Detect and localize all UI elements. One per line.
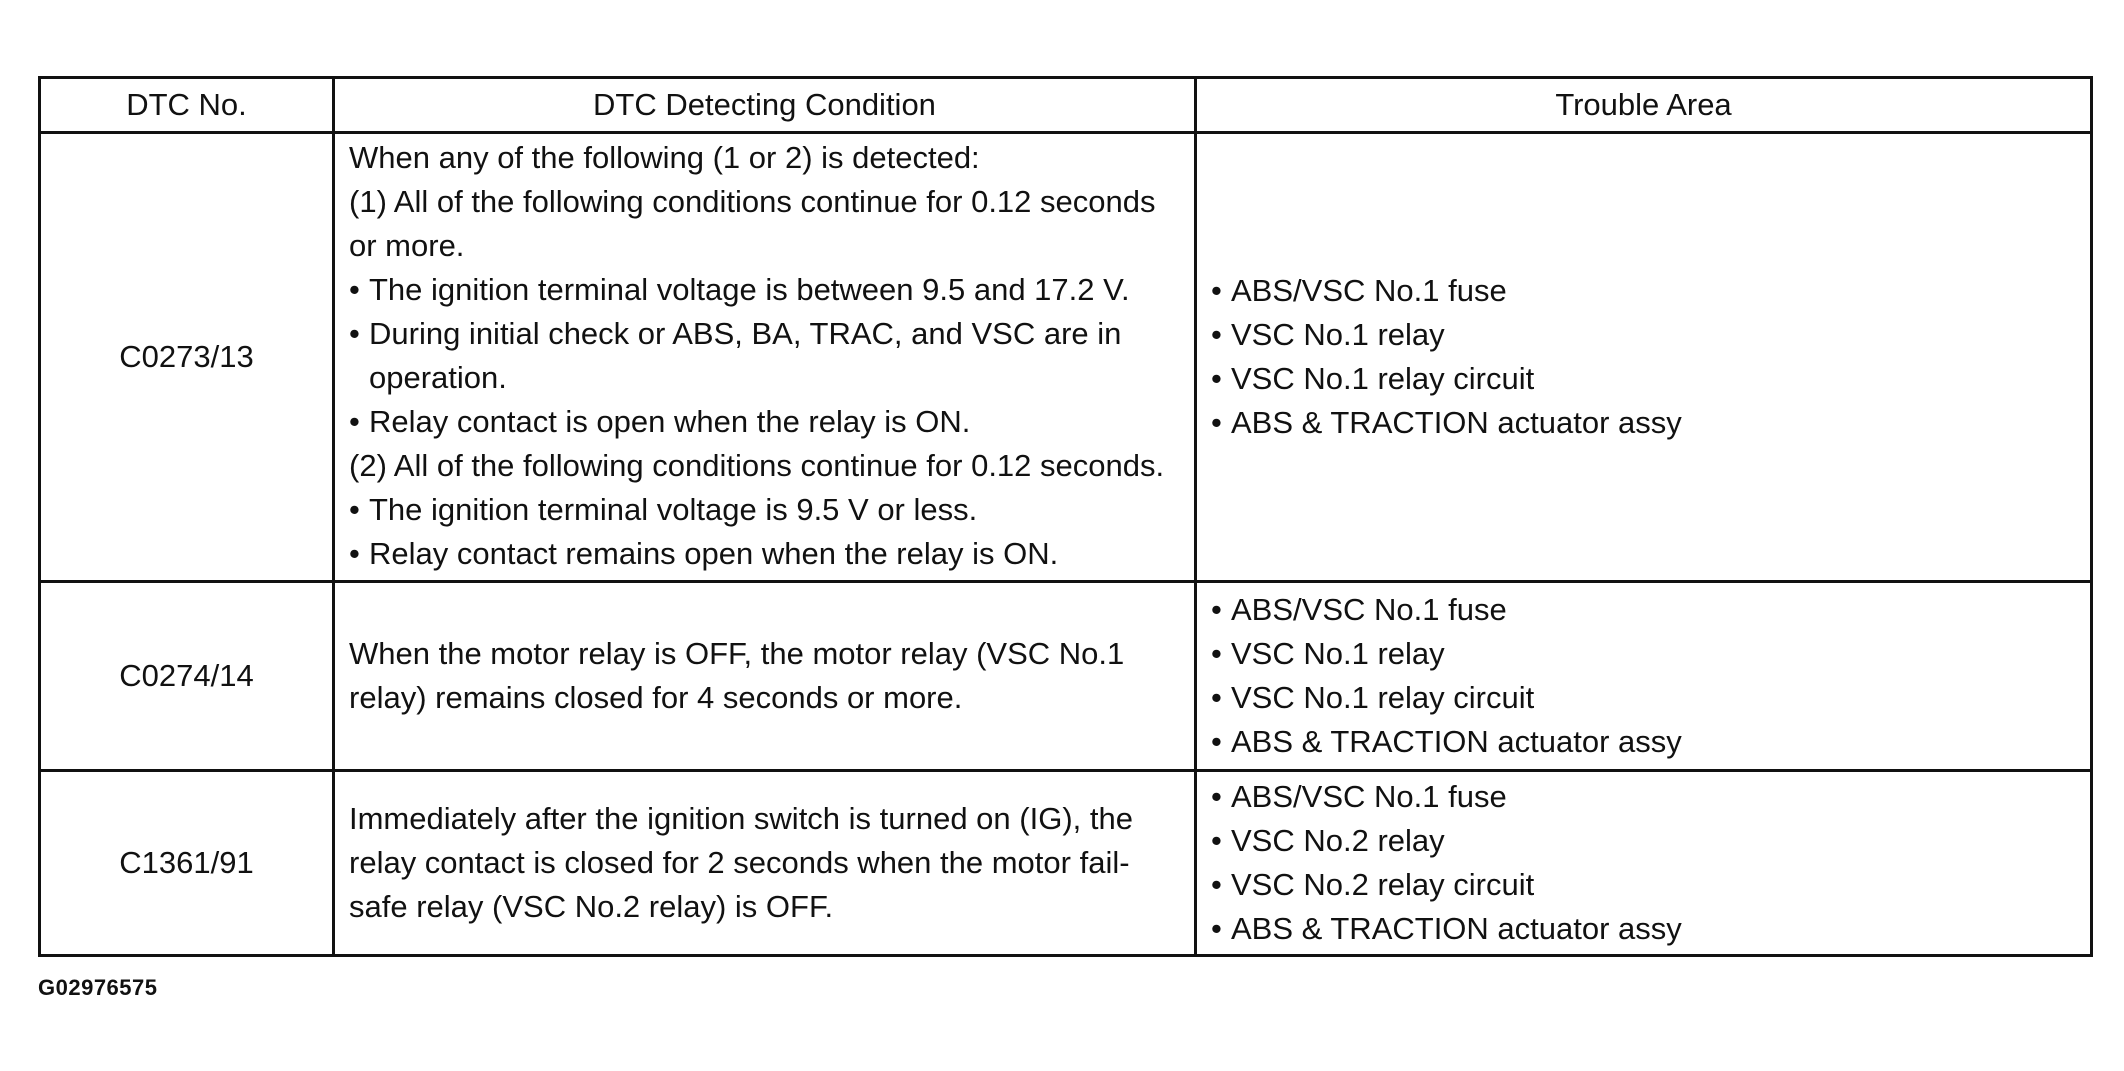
bullet-text: Relay contact is open when the relay is ON. [369, 404, 971, 439]
bullet-glyph: • [349, 404, 360, 439]
bullet-glyph: • [1211, 823, 1222, 858]
header-detecting-condition: DTC Detecting Condition [334, 78, 1196, 133]
bullet-glyph: • [1211, 636, 1222, 671]
header-trouble-area: Trouble Area [1196, 78, 2092, 133]
condition-bullet [349, 312, 1184, 400]
area-text: VSC No.2 relay circuit [1231, 867, 1535, 902]
area-item [1211, 357, 2080, 401]
condition-line: When the motor relay is OFF, the motor relay (VSC No.1 [349, 636, 1125, 671]
bullet-text: The ignition terminal voltage is between 9.5 and 17.2 V. [369, 272, 1130, 307]
bullet-glyph: • [1211, 317, 1222, 352]
condition-bullet [349, 532, 1184, 576]
dtc-code: C0273/13 [40, 133, 334, 582]
bullet-text: The ignition terminal voltage is 9.5 V or less. [369, 492, 978, 527]
dtc-code: C1361/91 [40, 771, 334, 956]
bullet-text: During initial check or ABS, BA, TRAC, and VSC are in [369, 316, 1122, 351]
area-text: VSC No.1 relay circuit [1231, 680, 1535, 715]
trouble-area [1196, 582, 2092, 771]
area-item [1211, 819, 2080, 863]
area-item [1211, 313, 2080, 357]
bullet-glyph: • [349, 316, 360, 351]
area-item [1211, 269, 2080, 313]
condition-line: relay contact is closed for 2 seconds when the motor fail- [349, 845, 1130, 880]
area-text: ABS/VSC No.1 fuse [1231, 592, 1507, 627]
detecting-condition [334, 771, 1196, 956]
table-row [40, 771, 2092, 956]
bullet-glyph: • [1211, 592, 1222, 627]
trouble-area [1196, 771, 2092, 956]
figure-id: G02976575 [38, 975, 158, 1000]
area-text: ABS & TRACTION actuator assy [1231, 911, 1682, 946]
area-text: VSC No.1 relay circuit [1231, 361, 1535, 396]
area-item [1211, 588, 2080, 632]
area-item [1211, 775, 2080, 819]
bullet-glyph: • [349, 272, 360, 307]
trouble-area [1196, 133, 2092, 582]
condition-bullet [349, 400, 1184, 444]
bullet-glyph: • [1211, 273, 1222, 308]
detecting-condition [334, 133, 1196, 582]
area-text: VSC No.1 relay [1231, 317, 1445, 352]
condition-line: Immediately after the ignition switch is turned on (IG), the [349, 801, 1133, 836]
header-dtc-no: DTC No. [40, 78, 334, 133]
condition-line: safe relay (VSC No.2 relay) is OFF. [349, 889, 834, 924]
bullet-glyph: • [349, 492, 360, 527]
bullet-glyph: • [1211, 779, 1222, 814]
condition-bullet [349, 268, 1184, 312]
dtc-code: C0274/14 [40, 582, 334, 771]
detecting-condition [334, 582, 1196, 771]
bullet-glyph: • [1211, 680, 1222, 715]
area-text: ABS & TRACTION actuator assy [1231, 724, 1682, 759]
condition-line: relay) remains closed for 4 seconds or more. [349, 680, 963, 715]
bullet-glyph: • [1211, 361, 1222, 396]
area-item [1211, 863, 2080, 907]
header-row [40, 78, 2092, 133]
area-item [1211, 401, 2080, 445]
condition-bullet [349, 488, 1184, 532]
condition-line: or more. [349, 228, 465, 263]
bullet-glyph: • [1211, 911, 1222, 946]
area-item [1211, 720, 2080, 764]
area-text: VSC No.1 relay [1231, 636, 1445, 671]
bullet-glyph: • [1211, 724, 1222, 759]
bullet-glyph: • [1211, 867, 1222, 902]
area-text: ABS/VSC No.1 fuse [1231, 779, 1507, 814]
bullet-glyph: • [349, 536, 360, 571]
bullet-text: Relay contact remains open when the relay is ON. [369, 536, 1059, 571]
area-text: ABS & TRACTION actuator assy [1231, 405, 1682, 440]
area-item [1211, 676, 2080, 720]
area-text: ABS/VSC No.1 fuse [1231, 273, 1507, 308]
bullet-text: operation. [369, 360, 507, 395]
condition-line: (2) All of the following conditions continue for 0.12 seconds. [349, 448, 1165, 483]
condition-line: (1) All of the following conditions continue for 0.12 seconds [349, 184, 1156, 219]
area-text: VSC No.2 relay [1231, 823, 1445, 858]
bullet-glyph: • [1211, 405, 1222, 440]
area-item [1211, 632, 2080, 676]
area-item [1211, 907, 2080, 951]
condition-line: When any of the following (1 or 2) is detected: [349, 140, 980, 175]
table-row [40, 582, 2092, 771]
dtc-table [38, 76, 2093, 957]
table-row [40, 133, 2092, 582]
